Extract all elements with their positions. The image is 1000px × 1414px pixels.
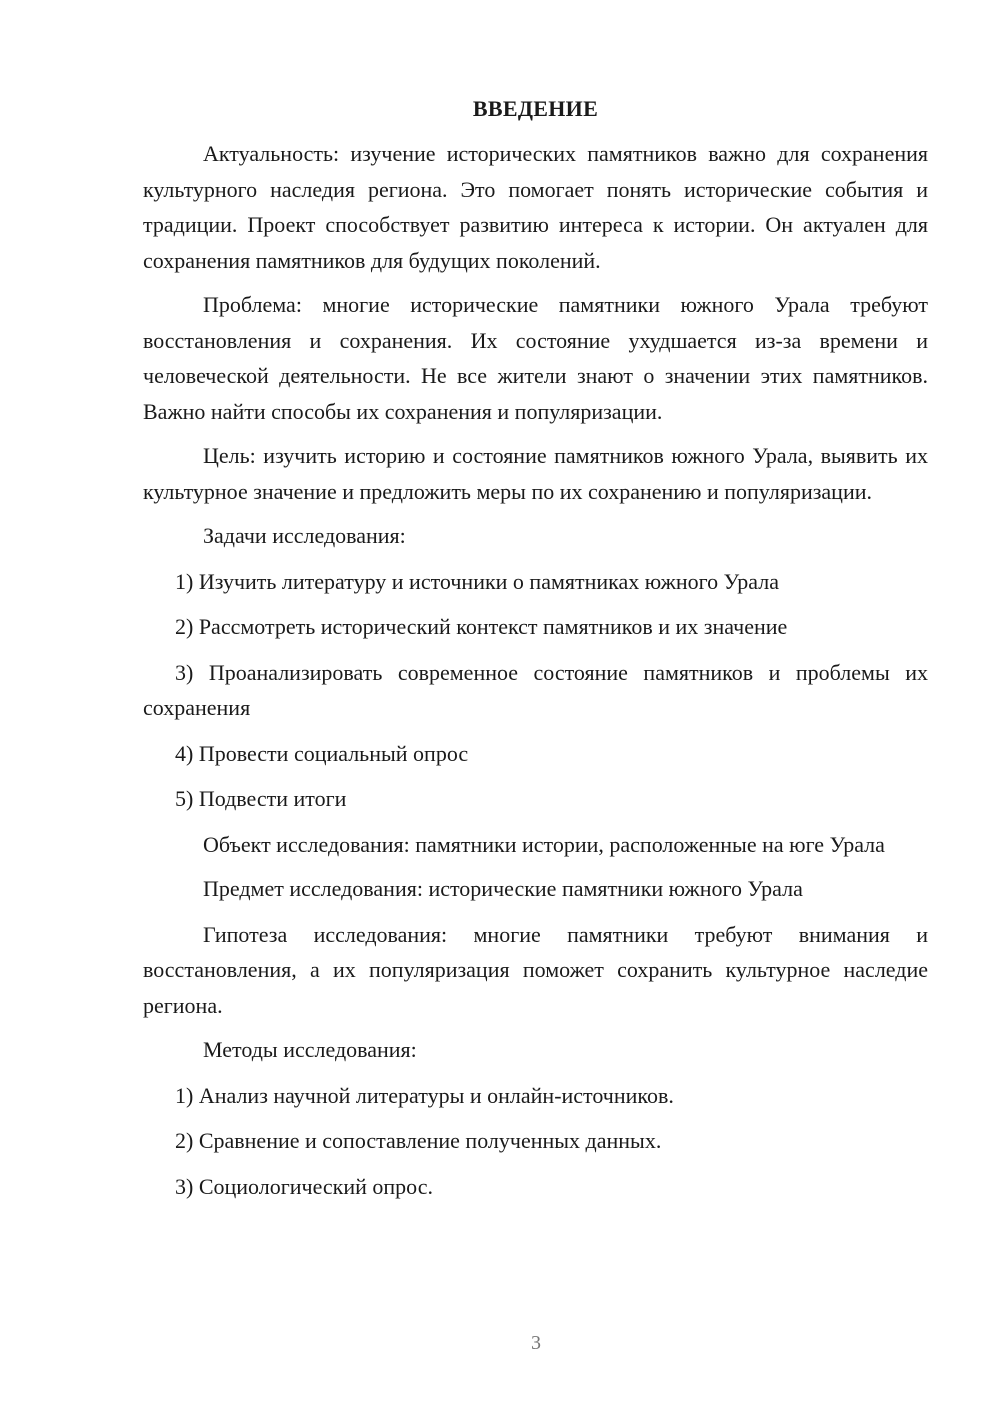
method-item: 1) Анализ научной литературы и онлайн-источников.: [175, 1082, 674, 1108]
task-item: 2) Рассмотреть исторический контекст памятников и их значение: [175, 614, 788, 639]
relevance-paragraph: Актуальность: изучение исторических памятников важно для сохранения культурного наследия региона. Это помогает понять исторические события и традиции. Проект способствует развитию интереса к истории. Он актуален для сохранения памятников для будущих поколений.: [143, 141, 928, 273]
task-item: 5) Подвести итоги: [175, 786, 347, 811]
problem-paragraph: Проблема: многие исторические памятники южного Урала требуют восстановления и сохранения. Их состояние ухудшается из-за времени и человеческой деятельности. Не все жители знают о значении этих памятников. Важно найти способы их сохранения и популяризации.: [143, 292, 928, 424]
task-item: 1) Изучить литературу и источники о памятниках южного Урала: [175, 568, 779, 594]
method-item: 2) Сравнение и сопоставление полученных данных.: [175, 1128, 662, 1153]
object-paragraph: Объект исследования: памятники истории, расположенные на юге Урала: [203, 831, 885, 857]
tasks-heading: Задачи исследования:: [203, 523, 406, 548]
task-item: 3) Проанализировать современное состояние памятников и проблемы их сохранения: [143, 659, 928, 720]
page-title: ВВЕДЕНИЕ: [472, 96, 599, 121]
hypothesis-paragraph: Гипотеза исследования: многие памятники требуют внимания и восстановления, а их популяризация поможет сохранить культурное наследие региона.: [143, 921, 928, 1018]
method-item: 3) Социологический опрос.: [175, 1173, 433, 1199]
page-number: 3: [531, 1332, 541, 1354]
document-page: [143, 90, 928, 1214]
task-item: 4) Провести социальный опрос: [175, 740, 469, 766]
subject-paragraph: Предмет исследования: исторические памятники южного Урала: [203, 876, 803, 901]
methods-heading: Методы исследования:: [203, 1037, 417, 1062]
goal-paragraph: Цель: изучить историю и состояние памятников южного Урала, выявить их культурное значение и предложить меры по их сохранению и популяризации.: [143, 443, 928, 504]
